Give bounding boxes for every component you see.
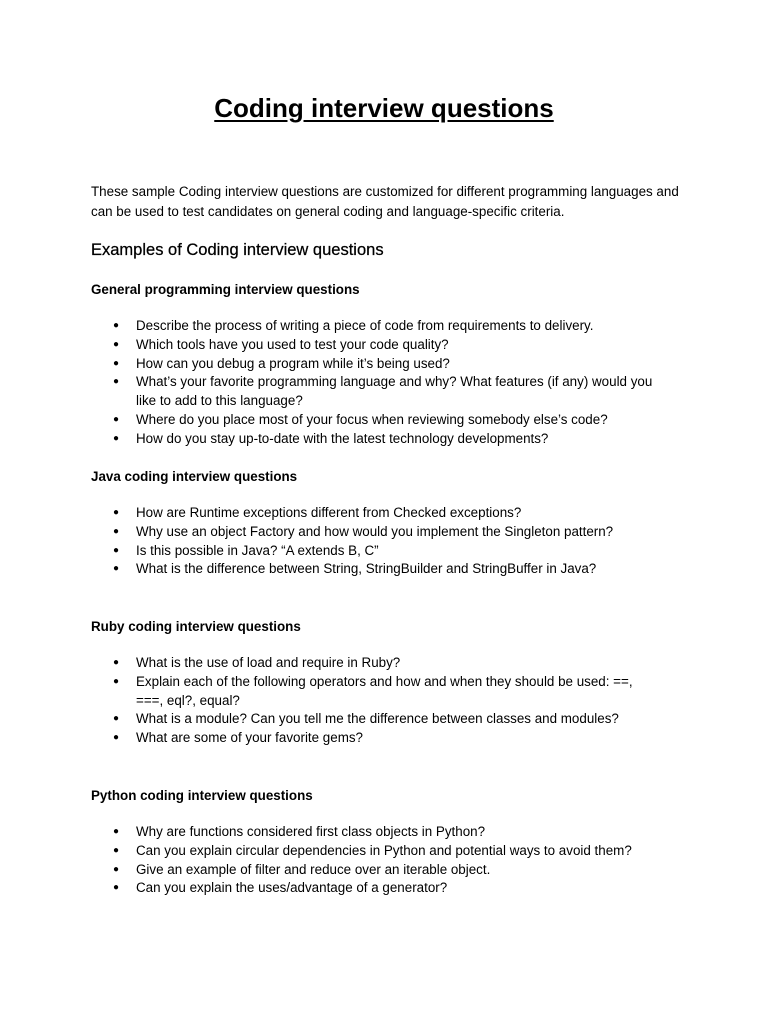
question-item <box>0 542 656 561</box>
bullet-icon: ● <box>113 376 120 388</box>
intro-paragraph: These sample Coding interview questions are customized for different programming languages and can be used to test candidates on general coding and language-specific criteria. <box>91 184 679 219</box>
question-text: Which tools have you used to test your code quality? <box>136 336 449 352</box>
question-item <box>0 823 656 842</box>
question-item <box>0 729 656 748</box>
bullet-icon: ● <box>113 507 120 518</box>
question-text: What are some of your favorite gems? <box>136 730 363 746</box>
bullet-icon: ● <box>113 413 120 425</box>
bullet-icon: ● <box>113 732 120 744</box>
question-list-ruby <box>0 654 768 748</box>
question-text: Give an example of filter and reduce over an iterable object. <box>136 861 491 877</box>
bullet-icon: ● <box>113 338 120 350</box>
question-list-java <box>0 504 768 579</box>
section-heading-python: Python coding interview questions <box>91 788 313 803</box>
question-item <box>0 317 656 336</box>
question-item <box>0 654 656 673</box>
bullet-icon: ● <box>113 357 120 369</box>
question-text: Describe the process of writing a piece of code from requirements to delivery. <box>136 318 594 333</box>
bullet-icon: ● <box>113 882 120 894</box>
question-text: Explain each of the following operators and how and when they should be used: ==, ===, eql?, equal? <box>136 673 633 708</box>
examples-heading: Examples of Coding interview questions <box>91 241 384 259</box>
question-text: Where do you place most of your focus when reviewing somebody else’s code? <box>136 411 608 427</box>
question-item <box>0 336 656 355</box>
question-text: What’s your favorite programming language and why? What features (if any) would you like to add to this language? <box>136 374 653 409</box>
question-item <box>0 355 656 374</box>
question-item <box>0 842 656 861</box>
bullet-icon: ● <box>113 544 120 556</box>
question-text: Can you explain circular dependencies in Python and potential ways to avoid them? <box>136 842 632 858</box>
question-item <box>0 523 656 542</box>
question-text: What is a module? Can you tell me the difference between classes and modules? <box>136 711 619 727</box>
bullet-icon: ● <box>113 826 120 837</box>
question-item <box>0 411 656 430</box>
question-text: How are Runtime exceptions different from Checked exceptions? <box>136 505 522 520</box>
question-item <box>0 560 656 579</box>
page-title: Coding interview questions <box>214 93 554 123</box>
question-text: Why use an object Factory and how would you implement the Singleton pattern? <box>136 523 614 539</box>
question-list-general <box>0 317 768 449</box>
question-text: How can you debug a program while it’s being used? <box>136 355 450 371</box>
question-text: Why are functions considered first class objects in Python? <box>136 824 486 839</box>
question-item <box>0 373 656 411</box>
question-list-python <box>0 823 768 898</box>
bullet-icon: ● <box>113 713 120 725</box>
section-heading-java: Java coding interview questions <box>91 469 298 484</box>
question-item <box>0 861 656 880</box>
question-text: How do you stay up-to-date with the latest technology developments? <box>136 430 549 446</box>
question-text: What is the use of load and require in Ruby? <box>136 655 401 670</box>
bullet-icon: ● <box>113 863 120 875</box>
bullet-icon: ● <box>113 432 120 444</box>
question-text: Is this possible in Java? “A extends B, C” <box>136 542 379 558</box>
question-item <box>0 879 656 898</box>
question-text: What is the difference between String, StringBuilder and StringBuffer in Java? <box>136 561 597 577</box>
bullet-icon: ● <box>113 563 120 575</box>
question-item <box>0 710 656 729</box>
question-text: Can you explain the uses/advantage of a generator? <box>136 880 448 896</box>
bullet-icon: ● <box>113 675 120 687</box>
bullet-icon: ● <box>113 844 120 856</box>
question-item <box>0 673 656 711</box>
bullet-icon: ● <box>113 525 120 537</box>
section-heading-ruby: Ruby coding interview questions <box>91 619 301 634</box>
section-heading-general: General programming interview questions <box>91 282 360 297</box>
question-item <box>0 504 656 523</box>
bullet-icon: ● <box>113 657 120 668</box>
question-item <box>0 430 656 449</box>
bullet-icon: ● <box>113 320 120 331</box>
